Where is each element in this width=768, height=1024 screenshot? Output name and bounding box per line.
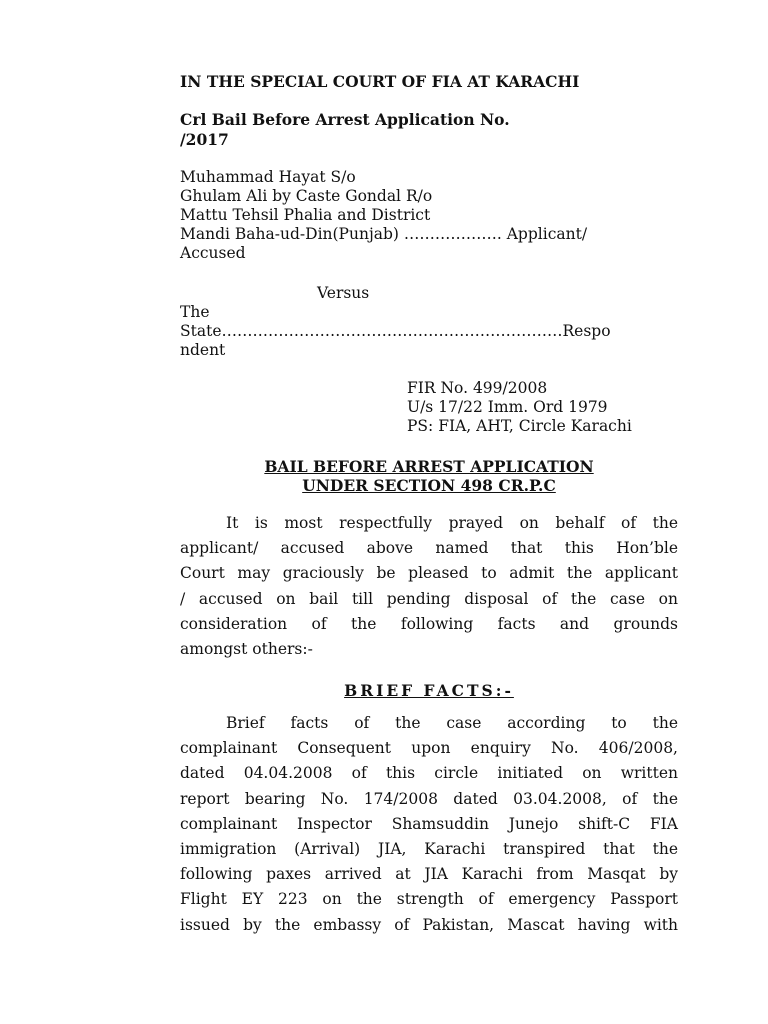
- paragraph-line: complainant Consequent upon enquiry No. 406/2008,: [180, 739, 678, 758]
- application-number-line: Crl Bail Before Arrest Application No.: [180, 110, 510, 129]
- application-title: [180, 457, 678, 495]
- application-title-line: UNDER SECTION 498 CR.P.C: [302, 476, 556, 495]
- fir-police-station: PS: FIA, AHT, Circle Karachi: [407, 417, 632, 435]
- applicant-line: Accused: [180, 244, 246, 262]
- paragraph-line: report bearing No. 174/2008 dated 03.04.2008, of the: [180, 789, 678, 808]
- applicant-block: [180, 168, 587, 263]
- paragraph-line: immigration (Arrival) JIA, Karachi transpired that the: [180, 840, 678, 859]
- applicant-line: Ghulam Ali by Caste Gondal R/o: [180, 187, 433, 205]
- fir-details: [407, 379, 632, 436]
- fir-number: FIR No. 499/2008: [407, 379, 548, 397]
- respondent-block: [180, 303, 678, 360]
- paragraph-line: Flight EY 223 on the strength of emergency Passport: [180, 890, 678, 909]
- respondent-line: ndent: [180, 341, 226, 359]
- paragraph-line: / accused on bail till pending disposal of the case on: [180, 589, 678, 608]
- paragraph-line: dated 04.04.2008 of this circle initiated on written: [180, 764, 678, 783]
- paragraph-line: It is most respectfully prayed on behalf of the: [226, 514, 678, 532]
- prayer-paragraph: [180, 511, 678, 662]
- brief-facts-heading: BRIEF FACTS:-: [344, 681, 514, 700]
- paragraph-line: Brief facts of the case according to the: [226, 714, 678, 732]
- respondent-line: The: [180, 303, 210, 321]
- brief-facts-paragraph: [180, 711, 678, 938]
- application-number: [180, 110, 510, 150]
- fir-section: U/s 17/22 Imm. Ord 1979: [407, 398, 608, 416]
- paragraph-line: Court may graciously be pleased to admit the applicant: [180, 564, 678, 583]
- application-number-year: /2017: [180, 130, 229, 149]
- paragraph-line: amongst others:-: [180, 640, 313, 659]
- versus-label: Versus: [317, 284, 370, 302]
- paragraph-line: consideration of the following facts and grounds: [180, 614, 678, 633]
- paragraph-line: applicant/ accused above named that this Hon’ble: [180, 539, 678, 558]
- respondent-line: State…………………………………………………………Respo: [180, 322, 611, 340]
- applicant-line: Mattu Tehsil Phalia and District: [180, 206, 431, 224]
- court-heading: IN THE SPECIAL COURT OF FIA AT KARACHI: [180, 72, 580, 91]
- paragraph-line: complainant Inspector Shamsuddin Junejo shift-C FIA: [180, 814, 678, 833]
- applicant-line: Mandi Baha-ud-Din(Punjab) ………………. Applicant/: [180, 225, 588, 243]
- paragraph-line: issued by the embassy of Pakistan, Mascat having with: [180, 915, 678, 934]
- applicant-line: Muhammad Hayat S/o: [180, 168, 356, 186]
- application-title-line: BAIL BEFORE ARREST APPLICATION: [264, 457, 594, 476]
- paragraph-line: following paxes arrived at JIA Karachi from Masqat by: [180, 865, 678, 884]
